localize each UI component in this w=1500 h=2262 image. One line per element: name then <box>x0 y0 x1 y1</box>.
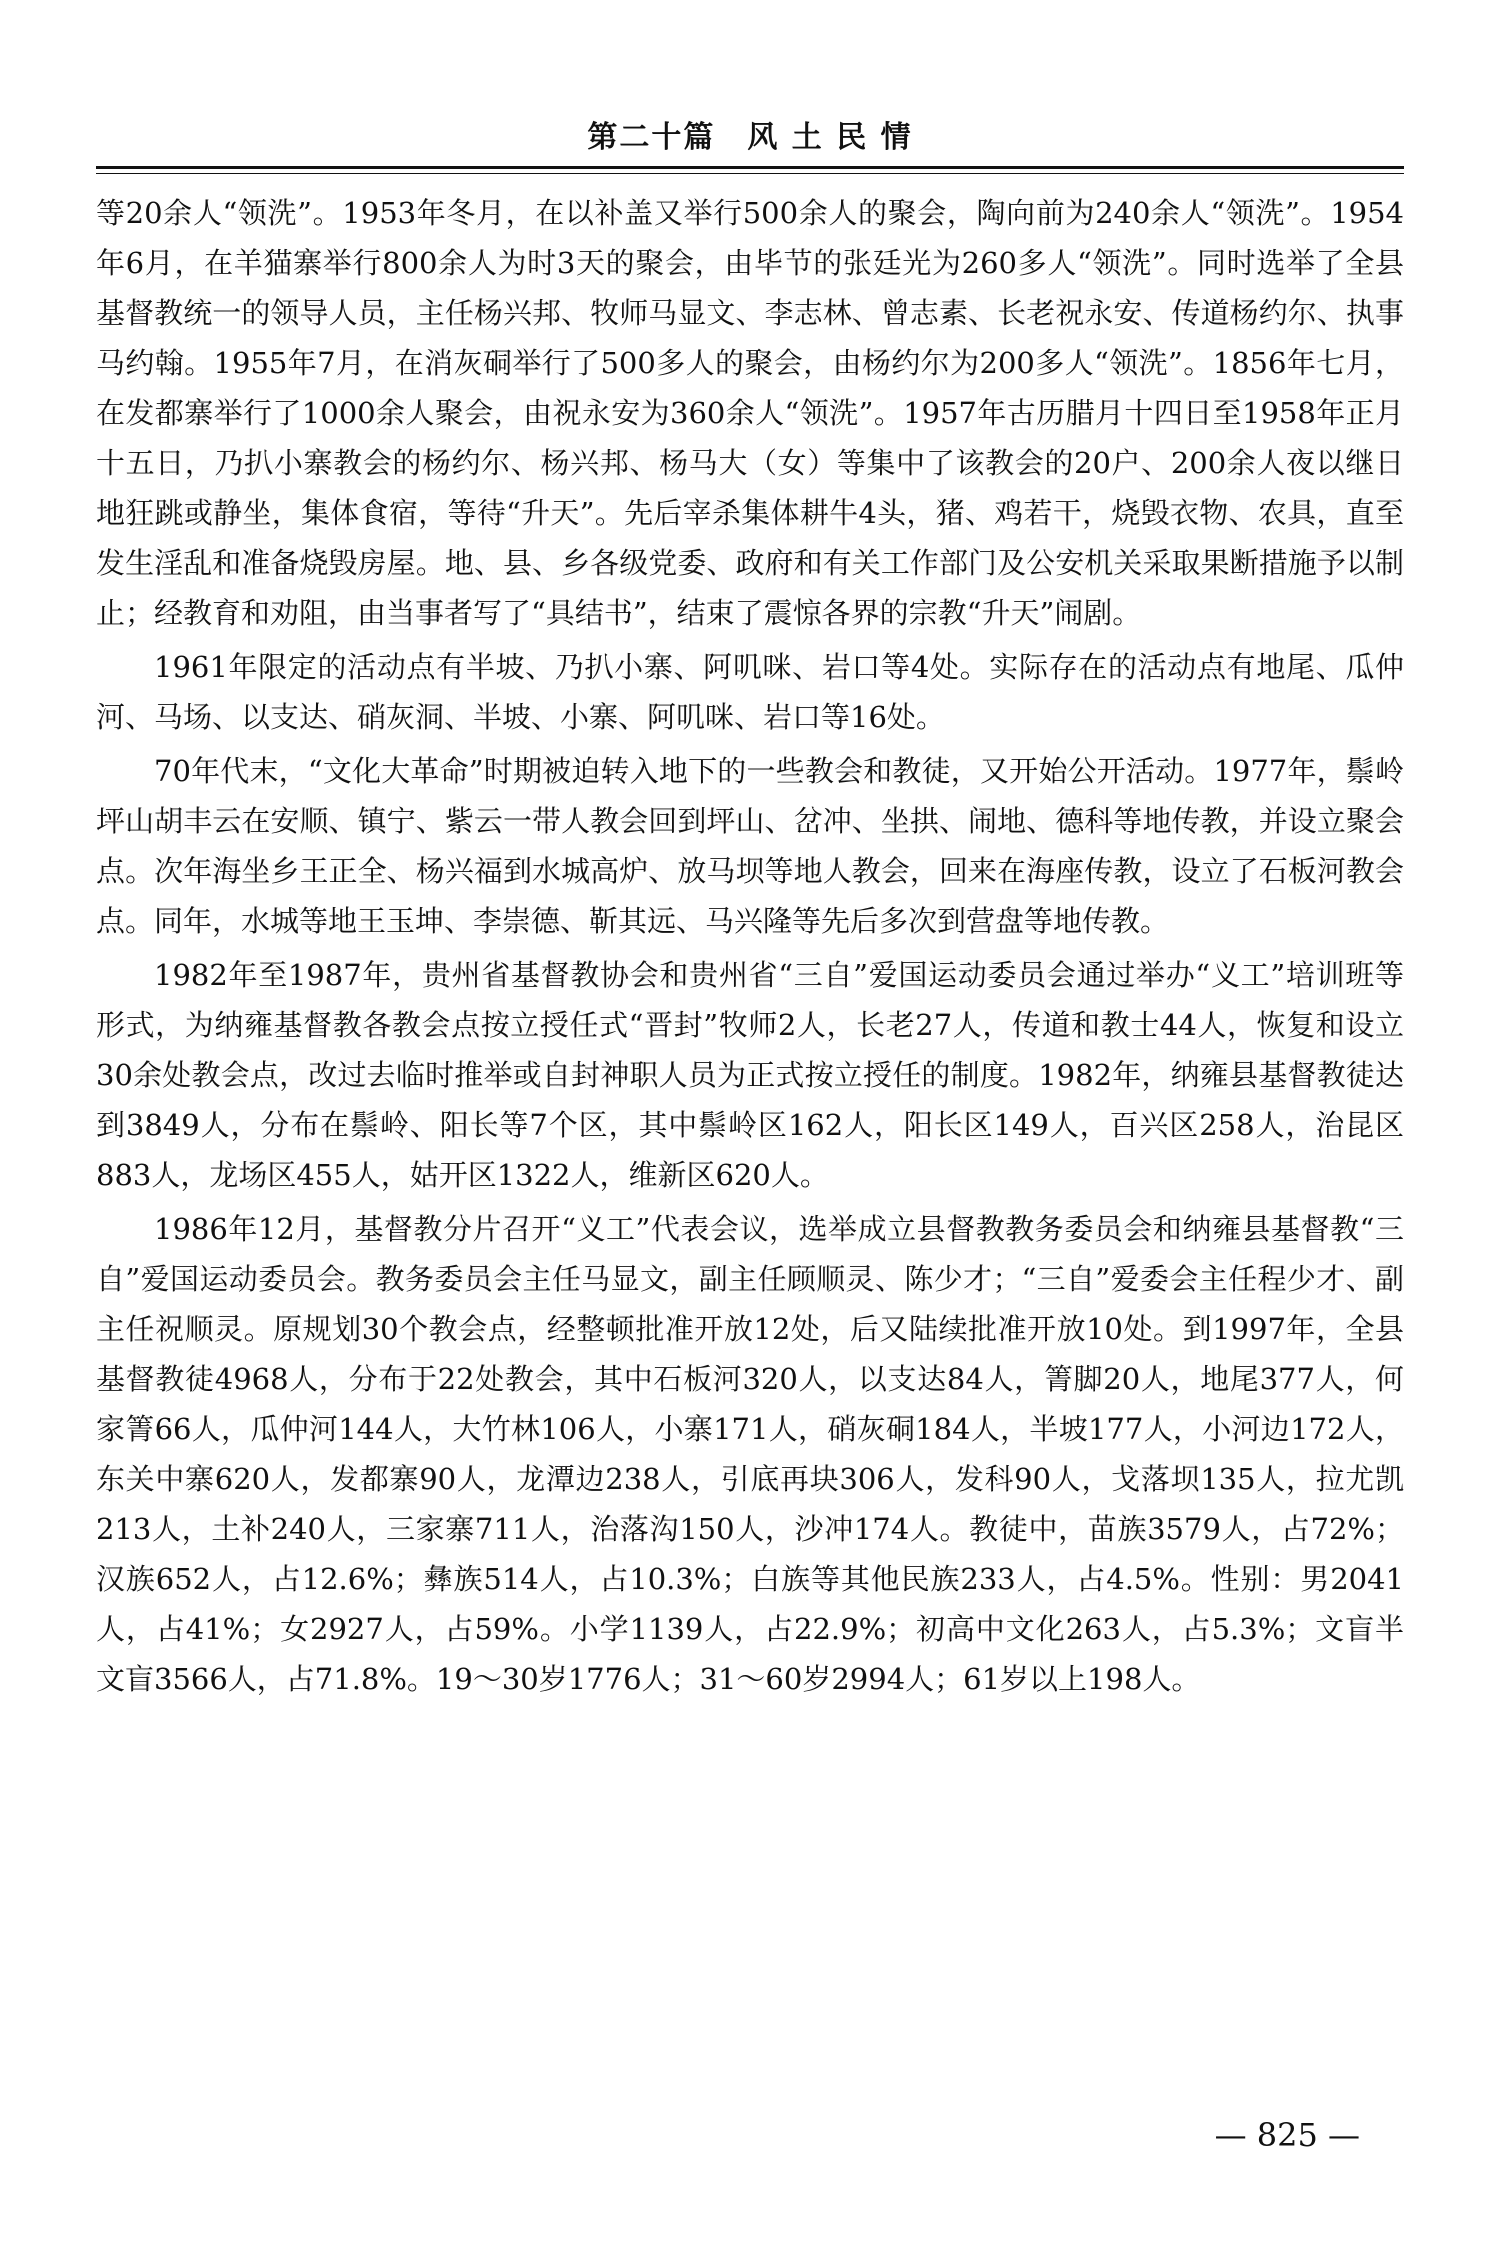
paragraph-continuation: 等20余人“领洗”。1953年冬月，在以补盖又举行500余人的聚会，陶向前为240余人“领洗”。1954年6月，在羊猫寨举行800余人为时3天的聚会，由毕节的张廷光为260多人“领洗”。同时选举了全县基督教统一的领导人员，主任杨兴邦、牧师马显文、李志林、曾志素、长老祝永安、传道杨约尔、执事马约翰。1955年7月，在消灰硐举行了500多人的聚会，由杨约尔为200多人“领洗”。1856年七月，在发都寨举行了1000余人聚会，由祝永安为360余人“领洗”。1957年古历腊月十四日至1958年正月十五日，乃扒小寨教会的杨约尔、杨兴邦、杨马大（女）等集中了该教会的20户、200余人夜以继日地狂跳或静坐，集体食宿，等待“升天”。先后宰杀集体耕牛4头，猪、鸡若干，烧毁衣物、农具，直至发生淫乱和准备烧毁房屋。地、县、乡各级党委、政府和有关工作部门及公安机关采取果断措施予以制止；经教育和劝阻，由当事者写了“具结书”，结束了震惊各界的宗教“升天”闹剧。 <box>96 196 1404 630</box>
paragraph: 1982年至1987年，贵州省基督教协会和贵州省“三自”爱国运动委员会通过举办“义工”培训班等形式，为纳雍基督教各教会点按立授任式“晋封”牧师2人，长老27人，传道和教士44人，恢复和设立30余处教会点，改过去临时推举或自封神职人员为正式按立授任的制度。1982年，纳雍县基督教徒达到3849人，分布在鬃岭、阳长等7个区，其中鬃岭区162人，阳长区149人，百兴区258人，治昆区883人，龙场区455人，姑开区1322人，维新区620人。 <box>96 958 1404 1192</box>
running-header: 第二十篇 风 土 民 情 <box>587 120 913 155</box>
header-rule-thin <box>96 173 1404 174</box>
paragraph: 1961年限定的活动点有半坡、乃扒小寨、阿叽咪、岩口等4处。实际存在的活动点有地尾、瓜仲河、马场、以支达、硝灰洞、半坡、小寨、阿叽咪、岩口等16处。 <box>96 650 1404 734</box>
paragraph: 70年代末，“文化大革命”时期被迫转入地下的一些教会和教徒，又开始公开活动。1977年，鬃岭坪山胡丰云在安顺、镇宁、紫云一带人教会回到坪山、岔冲、坐拱、闹地、德科等地传教，并设立聚会点。次年海坐乡王正全、杨兴福到水城高炉、放马坝等地人教会，回来在海座传教，设立了石板河教会点。同年，水城等地王玉坤、李崇德、靳其远、马兴隆等先后多次到营盘等地传教。 <box>96 754 1404 938</box>
header-rule <box>96 166 1404 169</box>
paragraph: 1986年12月，基督教分片召开“义工”代表会议，选举成立县督教教务委员会和纳雍县基督教“三自”爱国运动委员会。教务委员会主任马显文，副主任顾顺灵、陈少才；“三自”爱委会主任程少才、副主任祝顺灵。原规划30个教会点，经整顿批准开放12处，后又陆续批准开放10处。到1997年，全县基督教徒4968人，分布于22处教会，其中石板河320人，以支达84人，箐脚20人，地尾377人，何家箐66人，瓜仲河144人，大竹林106人，小寨171人，硝灰硐184人，半坡177人，小河边172人，东关中寨620人，发都寨90人，龙潭边238人，引底再块306人，发科90人，戈落坝135人，拉尤凯213人，土补240人，三家寨711人，治落沟150人，沙冲174人。教徒中，苗族3579人，占72%；汉族652人，占12.6%；彝族514人，占10.3%；白族等其他民族233人，占4.5%。性别：男2041人，占41%；女2927人，占59%。小学1139人，占22.9%；初高中文化263人，占5.3%；文盲半文盲3566人，占71.8%。19～30岁1776人；31～60岁2994人；61岁以上198人。 <box>96 1212 1404 1696</box>
body-text <box>96 188 1404 1708</box>
page-number: — 825 — <box>1214 2116 1360 2154</box>
